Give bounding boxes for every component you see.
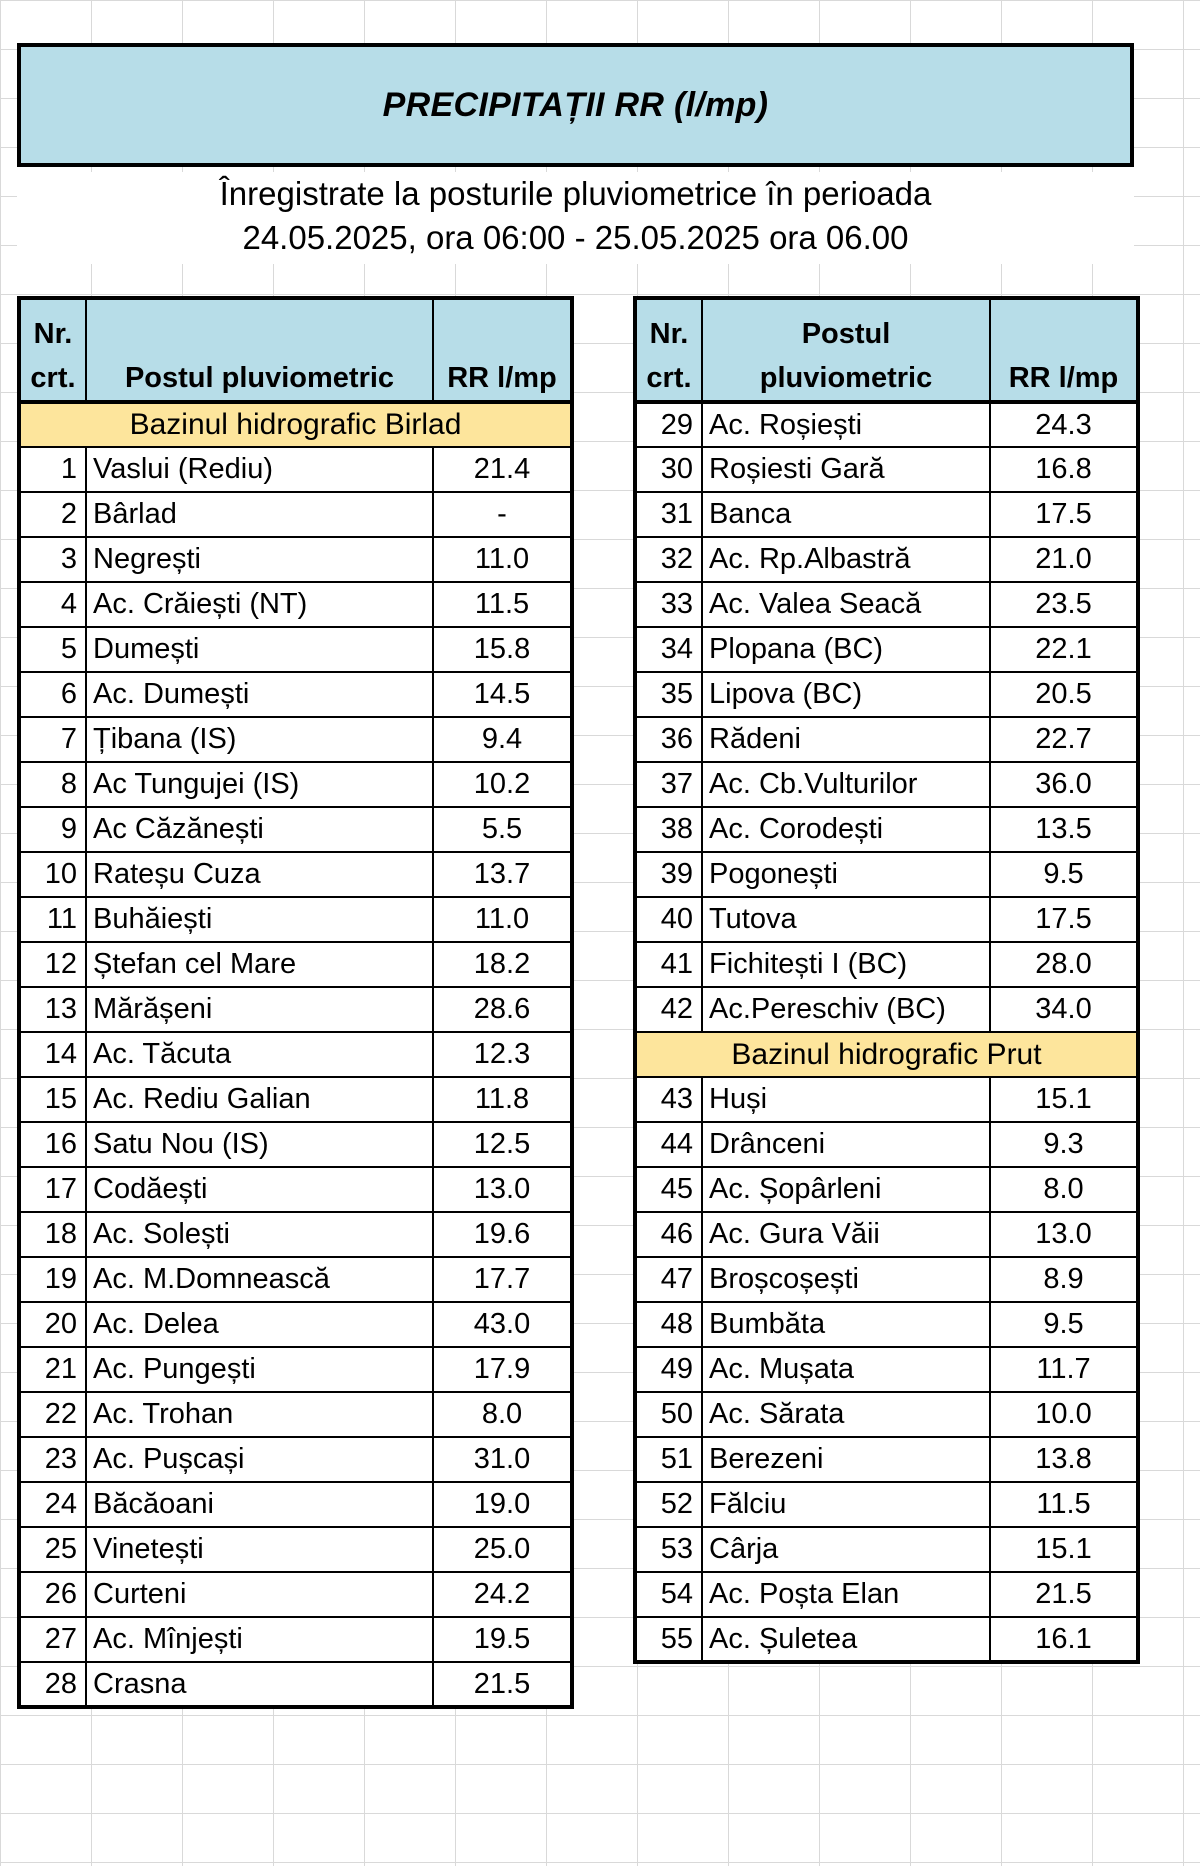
station-name: Ac. Dumești: [86, 672, 433, 717]
row-number: 45: [635, 1167, 702, 1212]
row-number: 38: [635, 807, 702, 852]
row-number: 13: [19, 987, 86, 1032]
station-name: Ac. Corodești: [702, 807, 990, 852]
precipitation-value: 10.2: [433, 762, 572, 807]
station-name: Ac. Rediu Galian: [86, 1077, 433, 1122]
row-number: 3: [19, 537, 86, 582]
station-name: Fălciu: [702, 1482, 990, 1527]
header-rr: RR l/mp: [433, 298, 572, 402]
row-number: 49: [635, 1347, 702, 1392]
station-name: Ac. Pușcași: [86, 1437, 433, 1482]
precipitation-value: 9.5: [990, 852, 1138, 897]
station-name: Crasna: [86, 1662, 433, 1707]
station-name: Ac. Tăcuta: [86, 1032, 433, 1077]
station-name: Satu Nou (IS): [86, 1122, 433, 1167]
precipitation-value: 14.5: [433, 672, 572, 717]
row-number: 50: [635, 1392, 702, 1437]
table-row: [635, 1122, 1138, 1167]
station-name: Ac. Delea: [86, 1302, 433, 1347]
row-number: 25: [19, 1527, 86, 1572]
station-name: Vinetești: [86, 1527, 433, 1572]
station-name: Băcăoani: [86, 1482, 433, 1527]
station-name: Mărășeni: [86, 987, 433, 1032]
table-row: [19, 1617, 572, 1662]
header-post-line1: Postul: [801, 318, 891, 350]
precipitation-value: 21.5: [433, 1662, 572, 1707]
table-row: [635, 1347, 1138, 1392]
station-name: Huși: [702, 1077, 990, 1122]
station-name: Rateșu Cuza: [86, 852, 433, 897]
basin-row-birlad: [19, 402, 572, 447]
station-name: Bumbăta: [702, 1302, 990, 1347]
row-number: 22: [19, 1392, 86, 1437]
row-number: 43: [635, 1077, 702, 1122]
precipitation-value: 13.7: [433, 852, 572, 897]
precipitation-value: 19.6: [433, 1212, 572, 1257]
precipitation-value: 28.0: [990, 942, 1138, 987]
precipitation-value: 11.8: [433, 1077, 572, 1122]
table-row: [635, 1167, 1138, 1212]
table-row: [635, 852, 1138, 897]
station-name: Ac. Cb.Vulturilor: [702, 762, 990, 807]
table-row: [19, 987, 572, 1032]
title-banner: [17, 43, 1134, 167]
table-row: [635, 1302, 1138, 1347]
precipitation-value: 9.3: [990, 1122, 1138, 1167]
table-row: [19, 627, 572, 672]
row-number: 6: [19, 672, 86, 717]
row-number: 51: [635, 1437, 702, 1482]
precipitation-value: 15.1: [990, 1527, 1138, 1572]
row-number: 55: [635, 1617, 702, 1662]
station-name: Ac. Șuletea: [702, 1617, 990, 1662]
table-row: [635, 1257, 1138, 1302]
row-number: 46: [635, 1212, 702, 1257]
station-name: Roșiesti Gară: [702, 447, 990, 492]
table-row: [635, 717, 1138, 762]
precipitation-value: 19.0: [433, 1482, 572, 1527]
station-name: Ac. Rp.Albastră: [702, 537, 990, 582]
row-number: 52: [635, 1482, 702, 1527]
precipitation-value: 19.5: [433, 1617, 572, 1662]
station-name: Țibana (IS): [86, 717, 433, 762]
table-row: [19, 582, 572, 627]
row-number: 19: [19, 1257, 86, 1302]
station-name: Ac. Mușata: [702, 1347, 990, 1392]
row-number: 11: [19, 897, 86, 942]
station-name: Ac Tungujei (IS): [86, 762, 433, 807]
row-number: 36: [635, 717, 702, 762]
table-row: [635, 1482, 1138, 1527]
station-name: Pogonești: [702, 852, 990, 897]
precipitation-value: 13.0: [990, 1212, 1138, 1257]
table-row: [635, 1212, 1138, 1257]
table-row: [19, 447, 572, 492]
precipitation-value: 12.3: [433, 1032, 572, 1077]
table-row: [635, 807, 1138, 852]
header-nr-line2: crt.: [646, 362, 692, 394]
table-row: [19, 1032, 572, 1077]
precipitation-value: 43.0: [433, 1302, 572, 1347]
table-row: [635, 897, 1138, 942]
left-precipitation-table: [17, 296, 574, 1709]
precipitation-value: 22.1: [990, 627, 1138, 672]
table-row: [19, 1212, 572, 1257]
row-number: 44: [635, 1122, 702, 1167]
table-row: [635, 402, 1138, 447]
precipitation-value: 31.0: [433, 1437, 572, 1482]
station-name: Drânceni: [702, 1122, 990, 1167]
row-number: 48: [635, 1302, 702, 1347]
table-row: [635, 1077, 1138, 1122]
row-number: 35: [635, 672, 702, 717]
precipitation-value: 11.0: [433, 897, 572, 942]
precipitation-value: 21.4: [433, 447, 572, 492]
row-number: 5: [19, 627, 86, 672]
row-number: 10: [19, 852, 86, 897]
right-precipitation-table: [633, 296, 1140, 1664]
row-number: 12: [19, 942, 86, 987]
precipitation-value: 17.5: [990, 897, 1138, 942]
table-row: [19, 717, 572, 762]
station-name: Ac. Roșiești: [702, 402, 990, 447]
row-number: 7: [19, 717, 86, 762]
precipitation-value: 21.0: [990, 537, 1138, 582]
station-name: Broșcoșești: [702, 1257, 990, 1302]
station-name: Tutova: [702, 897, 990, 942]
table-row: [19, 852, 572, 897]
row-number: 20: [19, 1302, 86, 1347]
row-number: 23: [19, 1437, 86, 1482]
precipitation-value: 11.0: [433, 537, 572, 582]
row-number: 29: [635, 402, 702, 447]
precipitation-value: 15.1: [990, 1077, 1138, 1122]
row-number: 28: [19, 1662, 86, 1707]
precipitation-value: 15.8: [433, 627, 572, 672]
table-row: [19, 762, 572, 807]
row-number: 40: [635, 897, 702, 942]
precipitation-value: 12.5: [433, 1122, 572, 1167]
row-number: 9: [19, 807, 86, 852]
row-number: 37: [635, 762, 702, 807]
table-row: [19, 1077, 572, 1122]
table-row: [635, 672, 1138, 717]
precipitation-value: 9.4: [433, 717, 572, 762]
station-name: Ac. Poșta Elan: [702, 1572, 990, 1617]
table-row: [635, 1392, 1138, 1437]
table-row: [635, 1572, 1138, 1617]
precipitation-value: 8.9: [990, 1257, 1138, 1302]
precipitation-value: 16.1: [990, 1617, 1138, 1662]
row-number: 30: [635, 447, 702, 492]
header-postul: [702, 298, 990, 402]
station-name: Fichitești I (BC): [702, 942, 990, 987]
header-nr-line2: crt.: [30, 362, 76, 394]
station-name: Ac. M.Domnească: [86, 1257, 433, 1302]
station-name: Ac Căzănești: [86, 807, 433, 852]
table-row: [635, 942, 1138, 987]
row-number: 4: [19, 582, 86, 627]
precipitation-value: 16.8: [990, 447, 1138, 492]
table-row: [19, 1437, 572, 1482]
precipitation-value: 20.5: [990, 672, 1138, 717]
station-name: Bârlad: [86, 492, 433, 537]
precipitation-value: 34.0: [990, 987, 1138, 1032]
period-subtitle: [17, 172, 1134, 264]
row-number: 53: [635, 1527, 702, 1572]
table-row: [19, 897, 572, 942]
table-row: [635, 582, 1138, 627]
row-number: 34: [635, 627, 702, 672]
precipitation-value: 5.5: [433, 807, 572, 852]
station-name: Ac.Pereschiv (BC): [702, 987, 990, 1032]
row-number: 54: [635, 1572, 702, 1617]
table-row: [19, 1302, 572, 1347]
header-postul: Postul pluviometric: [86, 298, 433, 402]
station-name: Ac. Valea Seacă: [702, 582, 990, 627]
precipitation-value: 17.5: [990, 492, 1138, 537]
station-name: Negrești: [86, 537, 433, 582]
table-row: [19, 492, 572, 537]
station-name: Ac. Solești: [86, 1212, 433, 1257]
row-number: 14: [19, 1032, 86, 1077]
table-row: [19, 1257, 572, 1302]
row-number: 17: [19, 1167, 86, 1212]
row-number: 47: [635, 1257, 702, 1302]
table-row: [19, 942, 572, 987]
table-row: [635, 1527, 1138, 1572]
precipitation-value: 23.5: [990, 582, 1138, 627]
station-name: Ștefan cel Mare: [86, 942, 433, 987]
table-row: [19, 1527, 572, 1572]
table-row: [635, 987, 1138, 1032]
header-nr-crt: [635, 298, 702, 402]
table-row: [19, 537, 572, 582]
station-name: Dumești: [86, 627, 433, 672]
row-number: 42: [635, 987, 702, 1032]
table-row: [635, 762, 1138, 807]
precipitation-value: 24.3: [990, 402, 1138, 447]
table-row: [635, 447, 1138, 492]
row-number: 21: [19, 1347, 86, 1392]
precipitation-value: 13.8: [990, 1437, 1138, 1482]
table-row: [635, 1617, 1138, 1662]
table-row: [635, 537, 1138, 582]
precipitation-value: 24.2: [433, 1572, 572, 1617]
basin-row-prut: [635, 1032, 1138, 1077]
basin-label: Bazinul hidrografic Birlad: [19, 402, 572, 447]
table-row: [19, 807, 572, 852]
row-number: 32: [635, 537, 702, 582]
row-number: 27: [19, 1617, 86, 1662]
table-row: [19, 1482, 572, 1527]
precipitation-value: -: [433, 492, 572, 537]
precipitation-value: 22.7: [990, 717, 1138, 762]
station-name: Ac. Trohan: [86, 1392, 433, 1437]
station-name: Ac. Șopârleni: [702, 1167, 990, 1212]
precipitation-value: 17.7: [433, 1257, 572, 1302]
row-number: 33: [635, 582, 702, 627]
row-number: 39: [635, 852, 702, 897]
header-nr-line1: Nr.: [649, 318, 689, 350]
page-title: PRECIPITAȚII RR (l/mp): [382, 85, 769, 124]
precipitation-value: 18.2: [433, 942, 572, 987]
station-name: Ac. Sărata: [702, 1392, 990, 1437]
station-name: Banca: [702, 492, 990, 537]
station-name: Buhăiești: [86, 897, 433, 942]
station-name: Ac. Mînjești: [86, 1617, 433, 1662]
station-name: Vaslui (Rediu): [86, 447, 433, 492]
subtitle-line-2: 24.05.2025, ora 06:00 - 25.05.2025 ora 06.00: [242, 219, 909, 256]
table-row: [19, 1572, 572, 1617]
row-number: 26: [19, 1572, 86, 1617]
precipitation-value: 10.0: [990, 1392, 1138, 1437]
precipitation-value: 13.0: [433, 1167, 572, 1212]
precipitation-value: 11.5: [990, 1482, 1138, 1527]
station-name: Cârja: [702, 1527, 990, 1572]
row-number: 24: [19, 1482, 86, 1527]
precipitation-value: 17.9: [433, 1347, 572, 1392]
table-row: [19, 1347, 572, 1392]
row-number: 41: [635, 942, 702, 987]
table-row: [19, 1392, 572, 1437]
row-number: 2: [19, 492, 86, 537]
table-row: [19, 1662, 572, 1707]
precipitation-value: 11.5: [433, 582, 572, 627]
table-row: [635, 627, 1138, 672]
header-nr-crt: [19, 298, 86, 402]
row-number: 15: [19, 1077, 86, 1122]
precipitation-value: 11.7: [990, 1347, 1138, 1392]
station-name: Rădeni: [702, 717, 990, 762]
row-number: 1: [19, 447, 86, 492]
precipitation-value: 9.5: [990, 1302, 1138, 1347]
station-name: Codăești: [86, 1167, 433, 1212]
subtitle-line-1: Înregistrate la posturile pluviometrice în perioada: [219, 175, 932, 212]
precipitation-value: 25.0: [433, 1527, 572, 1572]
station-name: Curteni: [86, 1572, 433, 1617]
table-row: [635, 1437, 1138, 1482]
basin-label: Bazinul hidrografic Prut: [635, 1032, 1138, 1077]
row-number: 8: [19, 762, 86, 807]
table-row: [19, 1167, 572, 1212]
precipitation-value: 36.0: [990, 762, 1138, 807]
station-name: Lipova (BC): [702, 672, 990, 717]
precipitation-value: 8.0: [990, 1167, 1138, 1212]
station-name: Berezeni: [702, 1437, 990, 1482]
station-name: Ac. Crăiești (NT): [86, 582, 433, 627]
station-name: Ac. Gura Văii: [702, 1212, 990, 1257]
header-rr: RR l/mp: [990, 298, 1138, 402]
table-row: [19, 1122, 572, 1167]
precipitation-value: 21.5: [990, 1572, 1138, 1617]
precipitation-value: 28.6: [433, 987, 572, 1032]
station-name: Ac. Pungești: [86, 1347, 433, 1392]
row-number: 16: [19, 1122, 86, 1167]
precipitation-value: 8.0: [433, 1392, 572, 1437]
table-row: [635, 492, 1138, 537]
precipitation-value: 13.5: [990, 807, 1138, 852]
table-row: [19, 672, 572, 717]
row-number: 18: [19, 1212, 86, 1257]
station-name: Plopana (BC): [702, 627, 990, 672]
row-number: 31: [635, 492, 702, 537]
header-post-line2: pluviometric: [759, 362, 933, 394]
header-nr-line1: Nr.: [33, 318, 73, 350]
